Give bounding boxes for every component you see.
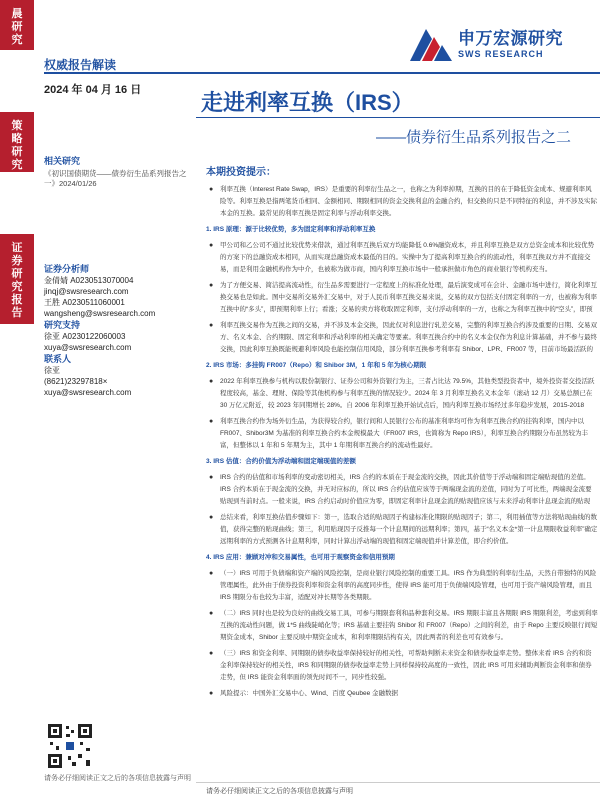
bullet-icon: ● (209, 514, 214, 521)
header-divider (44, 72, 600, 74)
contact-name: 徐亚 (44, 366, 60, 375)
section-heading: 1. IRS 原理：源于比较优势，多为固定利率和浮动利率互换 (206, 226, 376, 233)
point-paragraph: ● （三）IRS 和资金利率、同期限的债券收益率保持较好的相关性，可帮助判断未来资金和债券收益率走势。整体来看 IRS 合约和资金利率保持较好的相关性，IRS 和同期限的债券收益率走势上同样保持较高度的一致性，因此 IRS 可用来辅助判断资金利率和债券走势，但 IRS 能资金利率面的领先时间不一，同步性较强。 (209, 650, 592, 681)
point-paragraph: ● 利率互换交易作为互换之间的交易，并不涉及本金交换，因此仅对利息进行轧差交易，完整的利率互换合约涉及重要的日期、交易双方、名义本金、合约期限、固定利率和浮动利率的相关确定等要素。利率互换合约中的名义本金仅作为利息计算基础，并不参与最终交换，因此利率互换既能规避利率风险也能控制信用风险，部分利率互换参考利率有 Shibor、LPR、FR007 等，目前市场最活跃的 (209, 322, 597, 353)
related-item: 《初识国债期货——债券衍生品系列报告之一》2024/01/26 (44, 169, 187, 188)
related-heading: 相关研究 (44, 156, 81, 166)
bullet-icon: ● (209, 610, 214, 617)
point-paragraph: ● 风险提示：中国外汇交易中心、Wind、百度 Qeubee 金融数据 (206, 688, 598, 712)
contact-email[interactable]: xuya@swsresearch.com (44, 388, 132, 397)
footer-text: 请务必仔细阅读正文之后的各项信息披露与声明 (206, 788, 353, 795)
bullet-icon: ● (209, 322, 214, 329)
section-heading: 3. IRS 估值：合约价值为浮动端和固定端现值的差额 (206, 458, 356, 465)
analyst-name: 王胜 A0230511060001 (44, 298, 125, 307)
investment-points (206, 184, 598, 716)
sidebar-tab-mid (0, 112, 34, 172)
point-paragraph: ● 甲公司和乙公司不通过比较优势来借款，通过利率互换后双方均能降低 0.6%融资成本，并且利率互换是双方总资金成本和比较优势的方案下的总融资成本相同，从而实现总融资成本最低的目的。实操中为了提高利率互换合约的流动性，利率互换双方并不直接交易，而是利用金融机构作为中介，也被称为做市商，国内利率互换市场中一般承担做市角色的商业银行等机构充当。 (209, 242, 595, 273)
qr-code-icon (46, 722, 94, 770)
related-research (44, 150, 190, 189)
point-paragraph: ● IRS 合约的估值和市场利率的变动密切相关，IRS 合约的本质在于现金流的交换，因此其价值等于浮动端和固定端贴现值的差值。IRS 合约本质在于现金流的交换，并无对应标的，所以 IRS 合约估值应该等于两端现金流的差值，同时为了可比性，两端现金流要贴现到当前时点。一般来说，IRS 合约启动时价值应为零，即固定利率计息现金流的贴现值应该与未来浮动利率计息现金流的贴现 (209, 474, 592, 505)
bullet-icon: ● (209, 418, 214, 425)
bullet-icon: ● (209, 650, 214, 657)
bullet-icon: ● (209, 474, 214, 481)
sidebar-tab-bottom (0, 234, 34, 324)
analyst-email[interactable]: wangsheng@swsresearch.com (44, 309, 156, 318)
logo-cn-text: 申万宏源研究 (458, 28, 563, 48)
title-divider (196, 117, 600, 118)
point-paragraph: ● （一）IRS 可用于负债端和资产端的风险控制，是商业银行风险控制的重要工具。IRS 作为典型的利率衍生品，天然自带独特的风险管理属性，此外由于债券投资利率和资金利率的高度同步性，使得 IRS 能可用于负债端风险管理，也可用于资产端风险管理，而且 IRS 期限分布也较为丰富，适配对冲长期等各类期限。 (209, 570, 597, 601)
support-name: 徐亚 A0230122060003 (44, 332, 126, 341)
report-date: 2024 年 04 月 16 日 (44, 84, 142, 96)
point-paragraph: ● 利率互换合约作为场外衍生品，为获得较合约，银行间和人民银行公布的基准利率均可作为利率互换合约的挂钩利率，国内中以 FR007、Shibor3M 为基准的利率互换合约本金规模最大（FR007 IRS，也简称为 Repo IRS），利率互换合约期限分布虽然较为丰富，但整体以 1 年和 5 年期为主，其中 1 年期利率互换合约的流动性最好。 (209, 418, 589, 449)
bullet-icon: ● (209, 186, 214, 193)
point-paragraph: ● 2022 年利率互换参与机构以股份制银行、证券公司和外资银行为主，三者占比达 79.5%，其他类型投资者中，境外投资者交投活跃程度较高，基金、理财、保险等其他机构参与利率互换的情况较少。2024 年 3 月利率互换名义本金年（滚动 12 月）交易总额已在 30 万亿元附近，较 2023 年同期增长 28%。自 2006 年利率互换开始试点后，国内利率互换市场经过多年稳步发展，2015-2018 (209, 378, 595, 409)
section-heading: 2. IRS 市场：多挂钩 FR007（Repo）和 Shibor 3M，1 年和 5 年为核心期限 (206, 362, 427, 369)
analyst-block (44, 263, 190, 398)
section-heading: 4. IRS 应用：兼顾对冲和交易属性，也可用于观察资金和信用预期 (206, 554, 395, 561)
sidebar-label-bottom: 证券研究报告 (11, 242, 23, 319)
points-title: 本期投资提示： (206, 167, 276, 178)
bullet-icon: ● (209, 282, 214, 289)
point-paragraph: ● 利率互换（Interest Rate Swap，IRS）是重要的利率衍生品之一，也称之为利率掉期，互换的目的在于降低资金成本、规避利率风险等。利率互换是指两笔货币相同、金额相同、期限相同的资金交换利息的金融合约，但交换的只是不同特征的利息，并不涉及实际本金的互换。最常见的利率互换是固定利率与浮动利率交换。 (209, 186, 597, 217)
contact-heading: 联系人 (44, 354, 72, 364)
company-logo (408, 25, 563, 63)
support-email[interactable]: xuya@swsresearch.com (44, 343, 132, 352)
support-heading: 研究支持 (44, 320, 81, 330)
sidebar-label-mid: 策略研究 (11, 120, 23, 171)
report-subtitle: ——债券衍生品系列报告之二 (376, 129, 572, 146)
analyst-name: 金倩婧 A0230513070004 (44, 276, 134, 285)
logo-en-text: SWS RESEARCH (458, 48, 544, 59)
analysts-heading: 证券分析师 (44, 264, 90, 274)
bullet-icon: ● (209, 570, 214, 577)
bullet-icon: ● (209, 690, 214, 697)
footer-divider (196, 782, 600, 783)
contact-phone: (8621)23297818× (44, 377, 108, 386)
sidebar-tab-top (0, 0, 34, 50)
bullet-icon: ● (209, 378, 214, 385)
logo-mark-icon (408, 25, 454, 63)
qr-caption: 请务必仔细阅读正文之后的各项信息披露与声明 (44, 775, 191, 782)
sidebar-label-top: 晨研究 (11, 8, 23, 46)
report-tag: 权威报告解读 (44, 58, 117, 72)
point-paragraph: ● 为了方便交易、简洁提高流动性，衍生品多需要进行一定程度上的标准化处理，最后演变成可在会计、金融市场中进行，简化利率互换交易也是如此。图中交易所交易外汇交易中，对于人民币利率互换交易来说，交易的双方包括支付固定利率的一方，也被称为利率互换中的“多头”，即预期利率上行；看涨；交易的卖方将收取固定利率，支付浮动利率的一方，也称之为利率互换中的“空头”，即预 (209, 282, 597, 313)
point-paragraph: ● 总结来看，利率互换估值步骤如下：第一，选取合适的贴现因子构建标准化期限的贴现因子；第二，利用插值等方法将贴现曲线的数值，获得完整的贴现曲线；第三，利用贴现因子反推每一个计息期间的远期利率；第四，基于“名义本金*第一计息期限收益利率”确定远期利率的方式预测各计息期利率，同时计算出浮动端的现值和固定端现值并计算差值，即合约价值。 (209, 514, 598, 545)
bullet-icon: ● (209, 242, 214, 249)
report-title: 走进利率互换（IRS） (201, 90, 414, 115)
analyst-email[interactable]: jinqj@swsresearch.com (44, 287, 129, 296)
point-paragraph: ● （二）IRS 同时也是较为良好的曲线交易工具，可参与期限套利和品种套利交易。IRS 期限丰富且各期限 IRS 期限利差，考虑到利率互换的流动性问题，做 1*5 曲线陡峭化等；IRS 基础主要挂钩 Shibor 和 FR007（Repo）之间的利差，由于 Repo 主要反映银行间短期资金成本，Shibor 主要反映中期资金成本，和利率期限结构有关，因此两者的利差也可有效参与。 (209, 610, 598, 641)
